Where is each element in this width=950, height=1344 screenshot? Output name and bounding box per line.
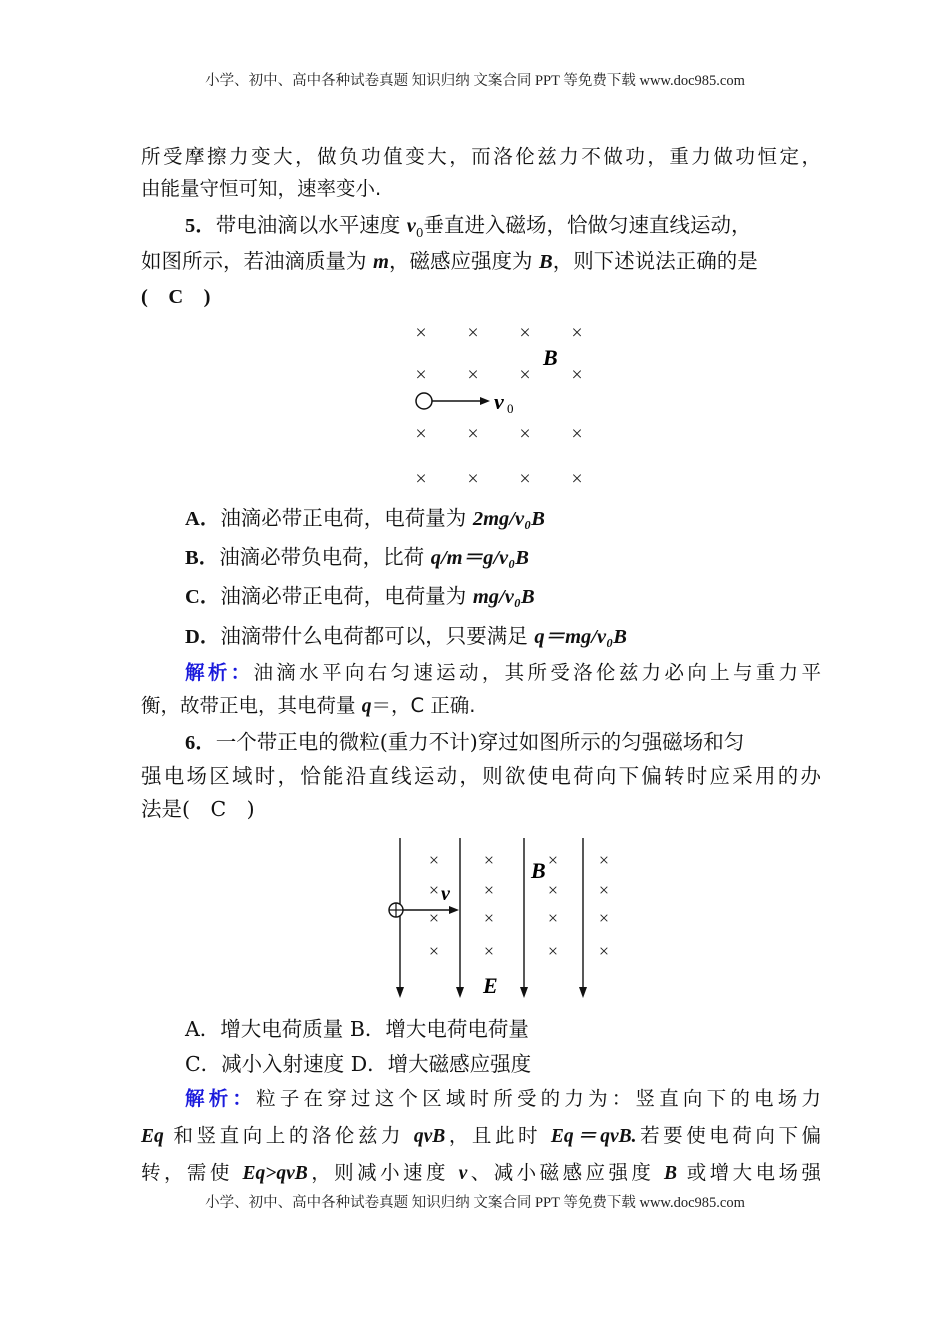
text-line: 所受摩擦力变大，做负功值变大，而洛伦兹力不做功，重力做功恒定， bbox=[141, 145, 821, 168]
analysis-line: Eq 和竖直向上的洛伦兹力 qvB，且此时 Eq＝qvB.若要使电荷向下偏 bbox=[141, 1124, 822, 1147]
field-cross-mark: × bbox=[467, 468, 479, 490]
field-cross-mark: × bbox=[598, 941, 610, 961]
label-v0: v bbox=[494, 389, 504, 414]
analysis-line: 衡，故带正电，其电荷量 q＝，C 正确. bbox=[141, 694, 476, 717]
field-cross-mark: × bbox=[483, 941, 495, 961]
field-cross-mark: × bbox=[483, 880, 495, 900]
field-cross-mark: × bbox=[428, 880, 440, 900]
field-cross-mark: × bbox=[467, 322, 479, 344]
field-cross-mark: × bbox=[547, 908, 559, 928]
page-footer: 小学、初中、高中各种试卷真题 知识归纳 文案合同 PPT 等免费下载 www.doc985.com bbox=[205, 1195, 745, 1211]
field-cross-mark: × bbox=[428, 850, 440, 870]
field-cross-mark: × bbox=[483, 908, 495, 928]
field-cross-mark: × bbox=[598, 880, 610, 900]
field-cross-mark: × bbox=[547, 880, 559, 900]
field-cross-mark: × bbox=[547, 941, 559, 961]
analysis-line: 转，需使 Eq>qvB，则减小速度 v、减小磁感应强度 B 或增大电场强 bbox=[141, 1161, 821, 1184]
field-arrowhead bbox=[396, 987, 404, 998]
option-a: A．油滴必带正电荷，电荷量为 2mg/v₀B bbox=[185, 506, 545, 530]
field-cross-mark: × bbox=[415, 423, 427, 445]
field-figure-2 bbox=[380, 830, 630, 1005]
field-cross-mark: × bbox=[415, 364, 427, 386]
field-cross-mark: × bbox=[571, 423, 583, 445]
option-d: D．油滴带什么电荷都可以，只要满足 q＝mg/v₀B bbox=[185, 624, 627, 648]
field-cross-mark: × bbox=[598, 908, 610, 928]
field-cross-mark: × bbox=[519, 364, 531, 386]
field-cross-mark: × bbox=[547, 850, 559, 870]
field-cross-mark: × bbox=[415, 322, 427, 344]
field-cross-mark: × bbox=[519, 468, 531, 490]
field-cross-mark: × bbox=[598, 850, 610, 870]
question-6-options-1: A．增大电荷质量 B．增大电荷电荷量 bbox=[185, 1017, 529, 1041]
option-b: B．油滴必带负电荷，比荷 q/m＝g/v₀B bbox=[185, 545, 529, 569]
question-5-line: 5．带电油滴以水平速度 $v_0$垂直进入磁场，恰做匀速直线运动， bbox=[185, 213, 752, 241]
label-B: B bbox=[543, 345, 558, 370]
question-6-options-2: C．减小入射速度 D．增大磁感应强度 bbox=[185, 1052, 532, 1076]
text-line: 由能量守恒可知，速率变小. bbox=[141, 177, 382, 200]
question-6-line: 6．一个带正电的微粒(重力不计)穿过如图所示的匀强磁场和匀 bbox=[185, 730, 745, 754]
field-cross-mark: × bbox=[519, 423, 531, 445]
question-6-line: 法是( C ) bbox=[141, 797, 255, 821]
field-cross-mark: × bbox=[571, 364, 583, 386]
question-6-line: 强电场区域时，恰能沿直线运动，则欲使电荷向下偏转时应采用的办 bbox=[141, 764, 821, 788]
field-cross-mark: × bbox=[467, 364, 479, 386]
field-arrowhead bbox=[520, 987, 528, 998]
field-arrowhead bbox=[579, 987, 587, 998]
field-cross-mark: × bbox=[428, 908, 440, 928]
label-v: v bbox=[441, 883, 450, 905]
page-header: 小学、初中、高中各种试卷真题 知识归纳 文案合同 PPT 等免费下载 www.doc985.com bbox=[205, 73, 745, 89]
magnetic-field-figure-1 bbox=[390, 315, 610, 500]
oil-drop-icon bbox=[416, 393, 432, 409]
field-cross-mark: × bbox=[483, 850, 495, 870]
field-cross-mark: × bbox=[571, 322, 583, 344]
field-cross-mark: × bbox=[467, 423, 479, 445]
question-5-line: 如图所示，若油滴质量为 m，磁感应强度为 B，则下述说法正确的是 bbox=[141, 249, 758, 273]
label-E: E bbox=[483, 973, 498, 998]
field-cross-mark: × bbox=[428, 941, 440, 961]
svg-text:0: 0 bbox=[507, 401, 514, 416]
answer-bracket: ( C ) bbox=[141, 286, 211, 308]
analysis-line: 解析：油滴水平向右匀速运动，其所受洛伦兹力必向上与重力平 bbox=[185, 661, 821, 684]
field-cross-mark: × bbox=[571, 468, 583, 490]
option-c: C．油滴必带正电荷，电荷量为 mg/v₀B bbox=[185, 584, 535, 608]
analysis-line: 解析：粒子在穿过这个区域时所受的力为：竖直向下的电场力 bbox=[185, 1087, 821, 1110]
field-cross-mark: × bbox=[519, 322, 531, 344]
field-arrowhead bbox=[456, 987, 464, 998]
field-cross-mark: × bbox=[415, 468, 427, 490]
label-B: B bbox=[531, 858, 546, 883]
